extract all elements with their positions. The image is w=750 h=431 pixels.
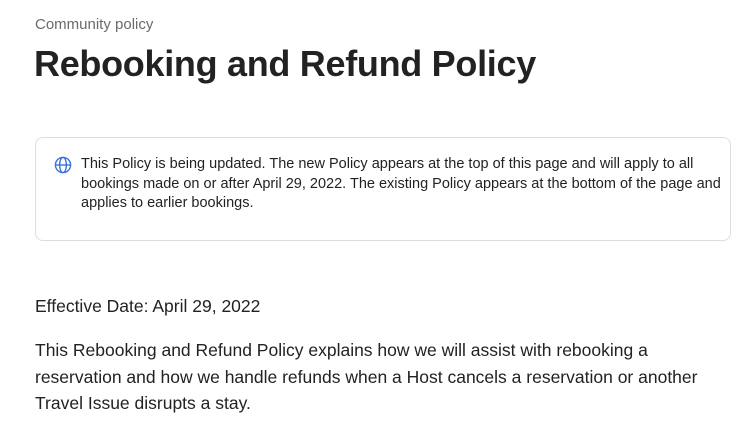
globe-icon [54,156,72,174]
update-notice-box [35,137,731,241]
update-notice-text: This Policy is being updated. The new Policy appears at the top of this page and will apply to all bookings made on or after April 29, 2022. The existing Policy appears at the bottom of the page and applies to earlier bookings. [81,156,721,211]
breadcrumb[interactable]: Community policy [35,16,154,33]
effective-date: Effective Date: April 29, 2022 [35,296,261,316]
intro-paragraph: This Rebooking and Refund Policy explains how we will assist with rebooking a reservation and how we handle refunds when a Host cancels a reservation or another Travel Issue disrupts a stay. [35,340,698,413]
page-title: Rebooking and Refund Policy [34,43,536,84]
